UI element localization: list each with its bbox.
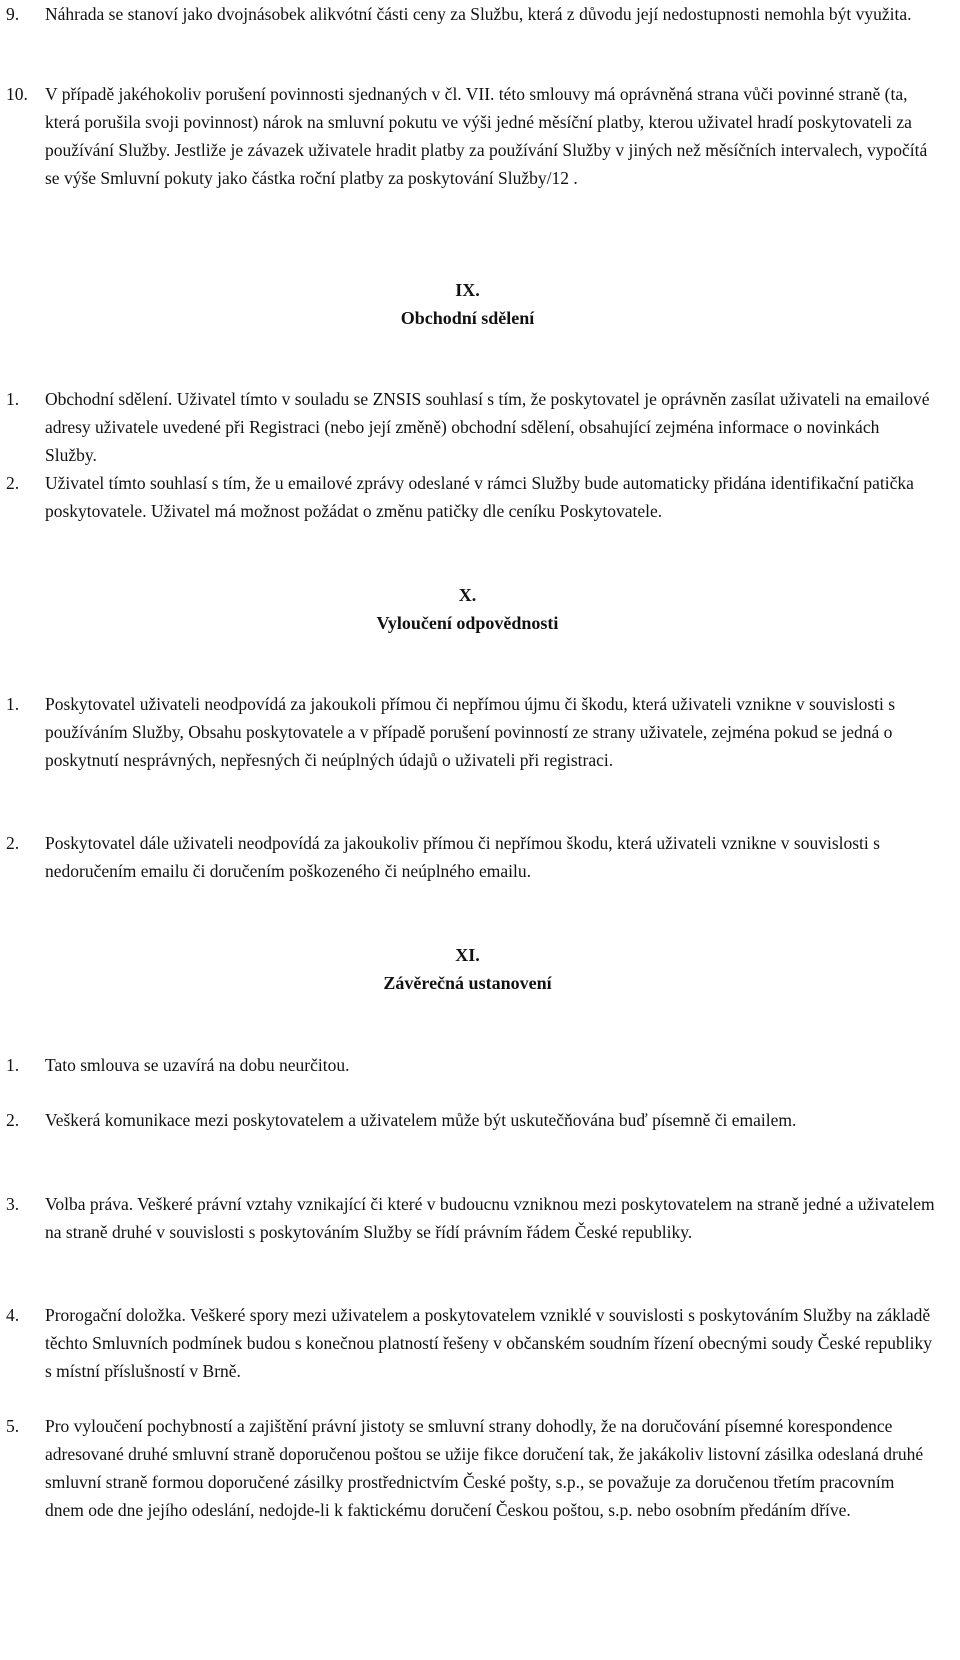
list-item — [0, 829, 935, 885]
list-item — [0, 690, 935, 774]
item-text: Obchodní sdělení. Uživatel tímto v souladu se ZNSIS souhlasí s tím, že poskytovatel je oprávněn zasílat uživateli na emailové adresy uživatele uvedené při Registraci (nebo její změně) obchodní sdělení, obsahující zejména informace o novinkách Služby. — [45, 389, 930, 465]
list-item — [0, 80, 935, 192]
item-number: 10. — [6, 84, 28, 104]
section-number: XI. — [455, 945, 480, 965]
item-number: 2. — [6, 473, 20, 493]
item-number: 3. — [6, 1194, 20, 1214]
list-item — [0, 1301, 935, 1385]
item-text: Tato smlouva se uzavírá na dobu neurčitou. — [45, 1055, 350, 1075]
item-text: Volba práva. Veškeré právní vztahy vznikající či které v budoucnu vzniknou mezi poskytovatelem na straně jedné a uživatelem na straně druhé v souvislosti s poskytováním Služby se řídí právním řádem České republiky. — [45, 1194, 935, 1242]
list-item — [0, 469, 935, 525]
item-number: 1. — [6, 389, 20, 409]
item-number: 4. — [6, 1305, 20, 1325]
item-number: 5. — [6, 1416, 20, 1436]
item-text: Náhrada se stanoví jako dvojnásobek alikvótní části ceny za Službu, která z důvodu její nedostupnosti nemohla být využita. — [45, 4, 912, 24]
list-item — [0, 385, 935, 469]
item-number: 1. — [6, 694, 20, 714]
item-number: 1. — [6, 1055, 20, 1075]
item-text: Veškerá komunikace mezi poskytovatelem a uživatelem může být uskutečňována buď písemně či emailem. — [45, 1110, 797, 1130]
section-title: Vyloučení odpovědnosti — [376, 613, 559, 633]
item-text: Poskytovatel dále uživateli neodpovídá za jakoukoliv přímou či nepřímou škodu, která uživateli vznikne v souvislosti s nedoručením emailu či doručením poškozeného či neúplného emailu. — [45, 833, 880, 881]
item-number: 2. — [6, 1110, 20, 1130]
list-item — [0, 0, 935, 28]
section-number: X. — [458, 585, 477, 605]
item-text: Prorogační doložka. Veškeré spory mezi uživatelem a poskytovatelem vzniklé v souvislosti s poskytováním Služby na základě těchto Smluvních podmínek budou s konečnou platností řešeny v občanském soudním řízení obecnými soudy České republiky s místní příslušností v Brně. — [45, 1305, 933, 1381]
item-number: 9. — [6, 4, 20, 24]
list-item — [0, 1190, 935, 1246]
item-text: Pro vyloučení pochybností a zajištění právní jistoty se smluvní strany dohodly, že na doručování písemné korespondence adresované druhé smluvní straně doporučenou poštou se užije fikce doručení tak, že jakákoliv listovní zásilka odeslaná druhé smluvní straně formou doporučené zásilky prostřednictvím České pošty, s.p., se považuje za doručenou třetím pracovním dnem ode dne jejího odeslání, nedojde-li k faktickému doručení Českou poštou, s.p. nebo osobním předáním dříve. — [45, 1416, 924, 1520]
section-title: Obchodní sdělení — [400, 308, 535, 328]
section-number: IX. — [455, 280, 480, 300]
section-title: Závěrečná ustanovení — [383, 973, 552, 993]
item-text: Poskytovatel uživateli neodpovídá za jakoukoli přímou či nepřímou újmu či škodu, která uživateli vznikne v souvislosti s používáním Služby, Obsahu poskytovatele a v případě porušení povinností ze strany uživatele, zejména pokud se jedná o poskytnutí nesprávných, nepřesných či neúplných údajů o uživateli při registraci. — [45, 694, 896, 770]
item-text: Uživatel tímto souhlasí s tím, že u emailové zprávy odeslané v rámci Služby bude automaticky přidána identifikační patička poskytovatele. Uživatel má možnost požádat o změnu patičky dle ceníku Poskytovatele. — [45, 473, 914, 521]
item-number: 2. — [6, 833, 20, 853]
list-item — [0, 1106, 935, 1134]
list-item — [0, 1412, 935, 1524]
list-item — [0, 1051, 935, 1079]
item-text: V případě jakéhokoliv porušení povinnosti sjednaných v čl. VII. této smlouvy má oprávněná strana vůči povinné straně (ta, která porušila svoji povinnost) nárok na smluvní pokutu ve výši jedné měsíční platby, kterou uživatel hradí poskytovateli za používání Služby. Jestliže je závazek uživatele hradit platby za používání Služby v jiných než měsíčních intervalech, vypočítá se výše Smluvní pokuty jako částka roční platby za poskytování Služby/12 . — [45, 84, 928, 188]
